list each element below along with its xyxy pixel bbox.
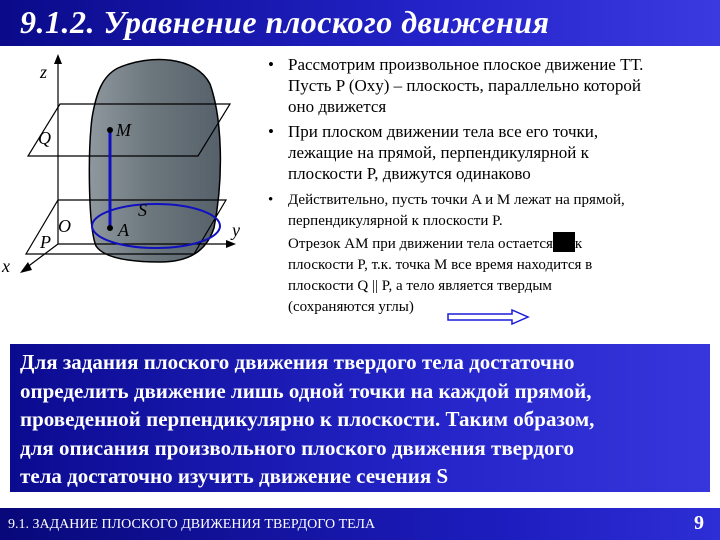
bullet-dot-icon: • [268, 122, 274, 141]
conclusion-box [8, 342, 712, 494]
bullet-1 [268, 54, 716, 117]
label-a: A [118, 220, 129, 240]
bullet-2 [268, 121, 716, 184]
bullet-3-line-5: плоскости Q || P, а тело является твердым [288, 278, 552, 294]
hollow-arrow-icon [446, 308, 532, 326]
bullet-1-line-3: оно движется [288, 97, 387, 116]
bullet-1-line-1: Рассмотрим произвольное плоское движение ТТ. [288, 55, 644, 74]
diagram [0, 46, 268, 286]
bullet-dot-icon: • [268, 192, 274, 208]
title-bar [0, 0, 720, 46]
bullet-2-line-2: лежащие на прямой, перпендикулярной к [288, 143, 589, 162]
label-z: z [40, 62, 48, 82]
bullet-3-line-1: Действительно, пусть точки A и M лежат на прямой, [288, 192, 625, 208]
redacted-box [553, 232, 575, 252]
bullet-3-line-6: (сохраняются углы) [288, 299, 414, 315]
point-m [107, 127, 113, 133]
conclusion-text: Для задания плоского движения твердого тела достаточно определить движение лишь одной точки на каждой прямой, проведенной перпендикулярно к плоскости. Таким образом, для описания произвольного плоского движения твердого тела достаточно изучить движение сечения S [20, 350, 595, 488]
label-m: M [116, 120, 131, 140]
footer-section-title: 9.1. ЗАДАНИЕ ПЛОСКОГО ДВИЖЕНИЯ ТВЕРДОГО ТЕЛА [8, 517, 376, 532]
bullet-2-line-3: плоскости P, движутся одинаково [288, 164, 531, 183]
bullet-3-line-2: перпендикулярной к плоскости P. [288, 213, 503, 229]
bullet-2-line-1: При плоском движении тела все его точки, [288, 122, 599, 141]
bullet-dot-icon: • [268, 55, 274, 74]
point-a [107, 225, 113, 231]
bullet-3-line-3b: к [574, 236, 583, 252]
bullet-3-line-4: плоскости P, т.к. точка M все время находится в [288, 257, 593, 273]
label-p: P [40, 232, 51, 252]
bullet-3 [268, 190, 716, 318]
footer-bar [0, 508, 720, 540]
label-y: y [232, 220, 240, 240]
label-o: O [58, 216, 71, 236]
label-q: Q [38, 128, 51, 148]
page-number: 9 [694, 512, 704, 534]
bullet-list [268, 54, 716, 318]
label-x: x [2, 256, 10, 276]
bullet-1-line-2: Пусть P (Oxy) – плоскость, параллельно которой [288, 76, 641, 95]
slide-title: 9.1.2. Уравнение плоского движения [20, 4, 550, 40]
label-s: S [138, 200, 147, 220]
bullet-3-line-3a: Отрезок AM при движении тела остается [288, 236, 553, 252]
